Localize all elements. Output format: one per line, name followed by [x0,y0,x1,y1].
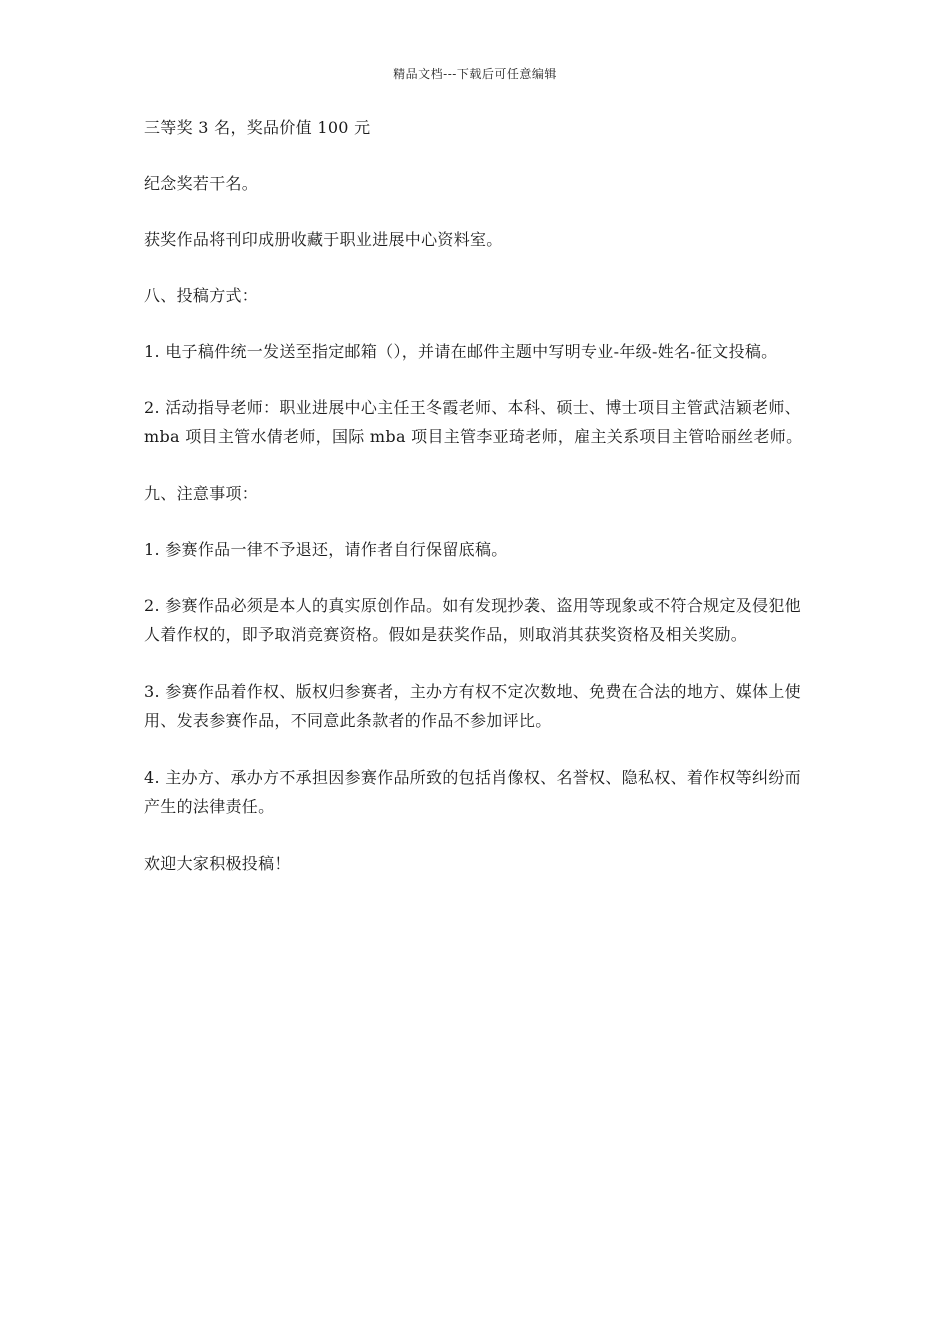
notes-item-2: 2. 参赛作品必须是本人的真实原创作品。如有发现抄袭、盗用等现象或不符合规定及侵犯他人着作权的，即予取消竞赛资格。假如是获奖作品，则取消其获奖资格及相关奖励。 [144,596,801,644]
prize-commemorative-paragraph: 纪念奖若干名。 [144,174,259,193]
notes-item-1: 1. 参赛作品一律不予退还，请作者自行保留底稿。 [144,540,508,559]
prize-third-paragraph: 三等奖 3 名，奖品价值 100 元 [144,118,371,137]
section-heading-notes: 九、注意事项： [144,484,259,503]
submission-item-1: 1. 电子稿件统一发送至指定邮箱（），并请在邮件主题中写明专业-年级-姓名-征文投稿。 [144,342,778,361]
section-heading-submission: 八、投稿方式： [144,286,259,305]
document-body [144,113,816,905]
page-header: 精品文档---下载后可任意编辑 [393,67,557,81]
closing-paragraph: 欢迎大家积极投稿！ [144,854,291,873]
notes-item-4: 4. 主办方、承办方不承担因参赛作品所致的包括肖像权、名誉权、隐私权、着作权等纠纷而产生的法律责任。 [144,768,801,816]
notes-item-3: 3. 参赛作品着作权、版权归参赛者，主办方有权不定次数地、免费在合法的地方、媒体上使用、发表参赛作品，不同意此条款者的作品不参加评比。 [144,682,801,730]
submission-item-2: 2. 活动指导老师：职业进展中心主任王冬霞老师、本科、硕士、博士项目主管武洁颖老师、mba 项目主管水倩老师，国际 mba 项目主管李亚琦老师，雇主关系项目主管哈丽丝老师。 [144,398,803,446]
prize-publication-paragraph: 获奖作品将刊印成册收藏于职业进展中心资料室。 [144,230,503,249]
